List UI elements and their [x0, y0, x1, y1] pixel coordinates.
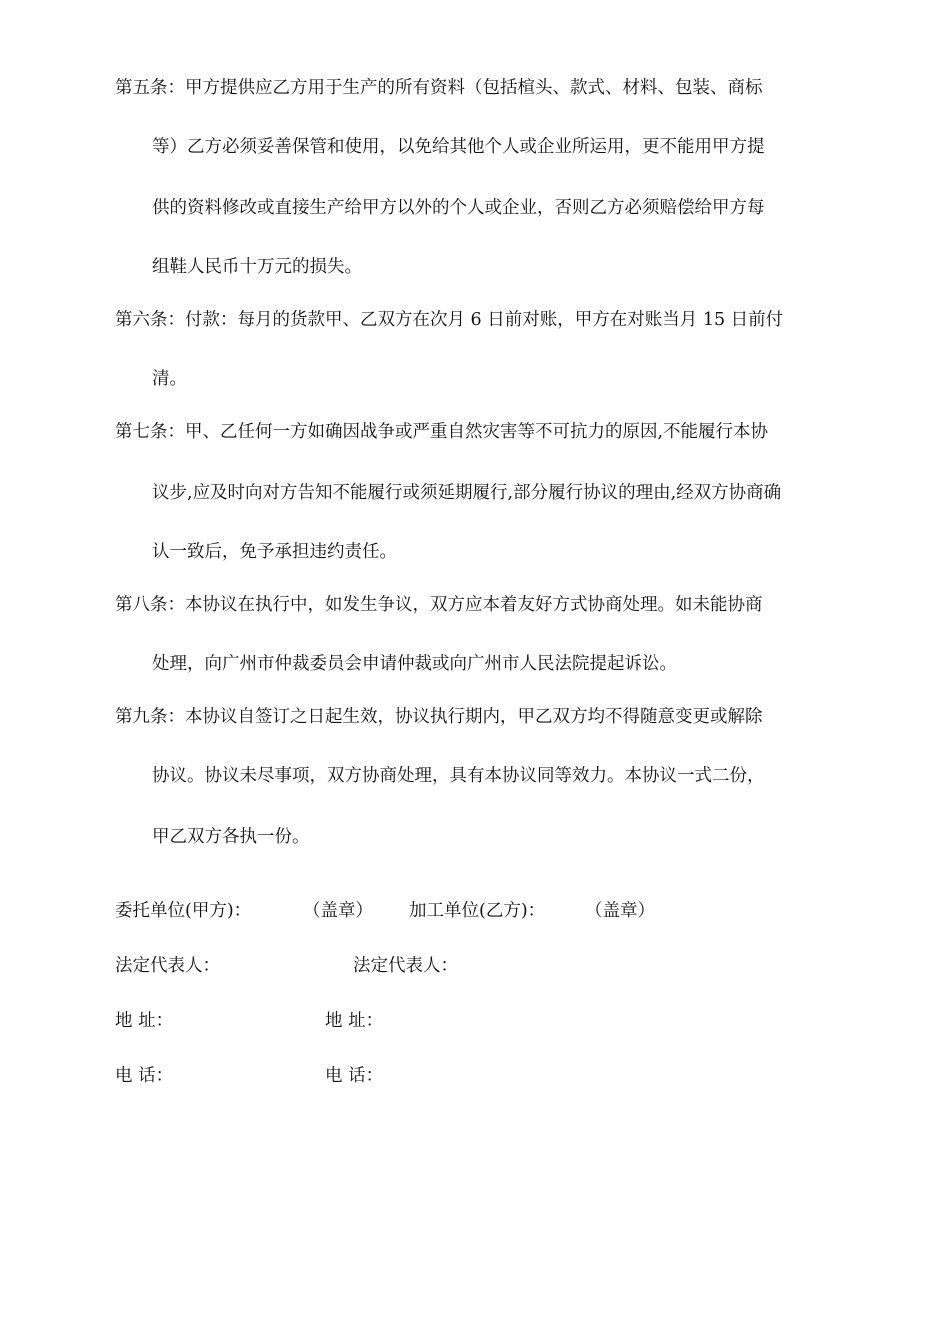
- article-7-line-2: 议步,应及时向对方告知不能履行或须延期履行,部分履行协议的理由,经双方协商确: [152, 483, 782, 503]
- article-8-line-2: 处理，向广州市仲裁委员会申请仲裁或向广州市人民法院提起诉讼。: [152, 654, 677, 674]
- article-7-line-3: 认一致后，免予承担违约责任。: [152, 542, 397, 562]
- signature-row-phone: [0, 1065, 950, 1089]
- article-6-line-1: 第六条：付款：每月的货款甲、乙双方在次月 6 日前对账，甲方在对账当月 15 日前付: [115, 310, 784, 330]
- party-a-phone-label: 电 话：: [115, 1066, 174, 1086]
- article-9-line-3: 甲乙双方各执一份。: [152, 827, 310, 847]
- signature-row-representative: [0, 955, 950, 979]
- article-8-line-1: 第八条：本协议在执行中，如发生争议，双方应本着友好方式协商处理。如未能协商: [115, 595, 763, 615]
- article-5-line-2: 等）乙方必须妥善保管和使用，以免给其他个人或企业所运用，更不能用甲方提: [152, 137, 765, 157]
- article-7-line-1: 第七条：甲、乙任何一方如确因战争或严重自然灾害等不可抗力的原因,不能履行本协: [115, 422, 769, 442]
- party-a-address-label: 地 址：: [115, 1011, 174, 1031]
- party-a-seal: （盖章）: [303, 901, 373, 921]
- party-b-address-label: 地 址：: [325, 1011, 384, 1031]
- party-b-phone-label: 电 话：: [325, 1066, 384, 1086]
- article-9-line-2: 协议。协议未尽事项，双方协商处理，具有本协议同等效力。本协议一式二份，: [152, 766, 765, 786]
- signature-row-address: [0, 1010, 950, 1034]
- party-b-seal: （盖章）: [585, 901, 655, 921]
- article-5-line-1: 第五条：甲方提供应乙方用于生产的所有资料（包括楦头、款式、材料、包装、商标: [115, 78, 763, 98]
- article-9-line-1: 第九条：本协议自签订之日起生效，协议执行期内，甲乙双方均不得随意变更或解除: [115, 707, 763, 727]
- signature-row-parties: [0, 900, 950, 924]
- article-6-line-2: 清。: [152, 369, 187, 389]
- article-5-line-4: 组鞋人民币十万元的损失。: [152, 257, 362, 277]
- party-a-representative-label: 法定代表人：: [115, 956, 220, 976]
- party-a-label: 委托单位(甲方)：: [115, 901, 252, 921]
- party-b-label: 加工单位(乙方)：: [409, 901, 546, 921]
- article-5-line-3: 供的资料修改或直接生产给甲方以外的个人或企业，否则乙方必须赔偿给甲方每: [152, 198, 765, 218]
- party-b-representative-label: 法定代表人：: [353, 956, 458, 976]
